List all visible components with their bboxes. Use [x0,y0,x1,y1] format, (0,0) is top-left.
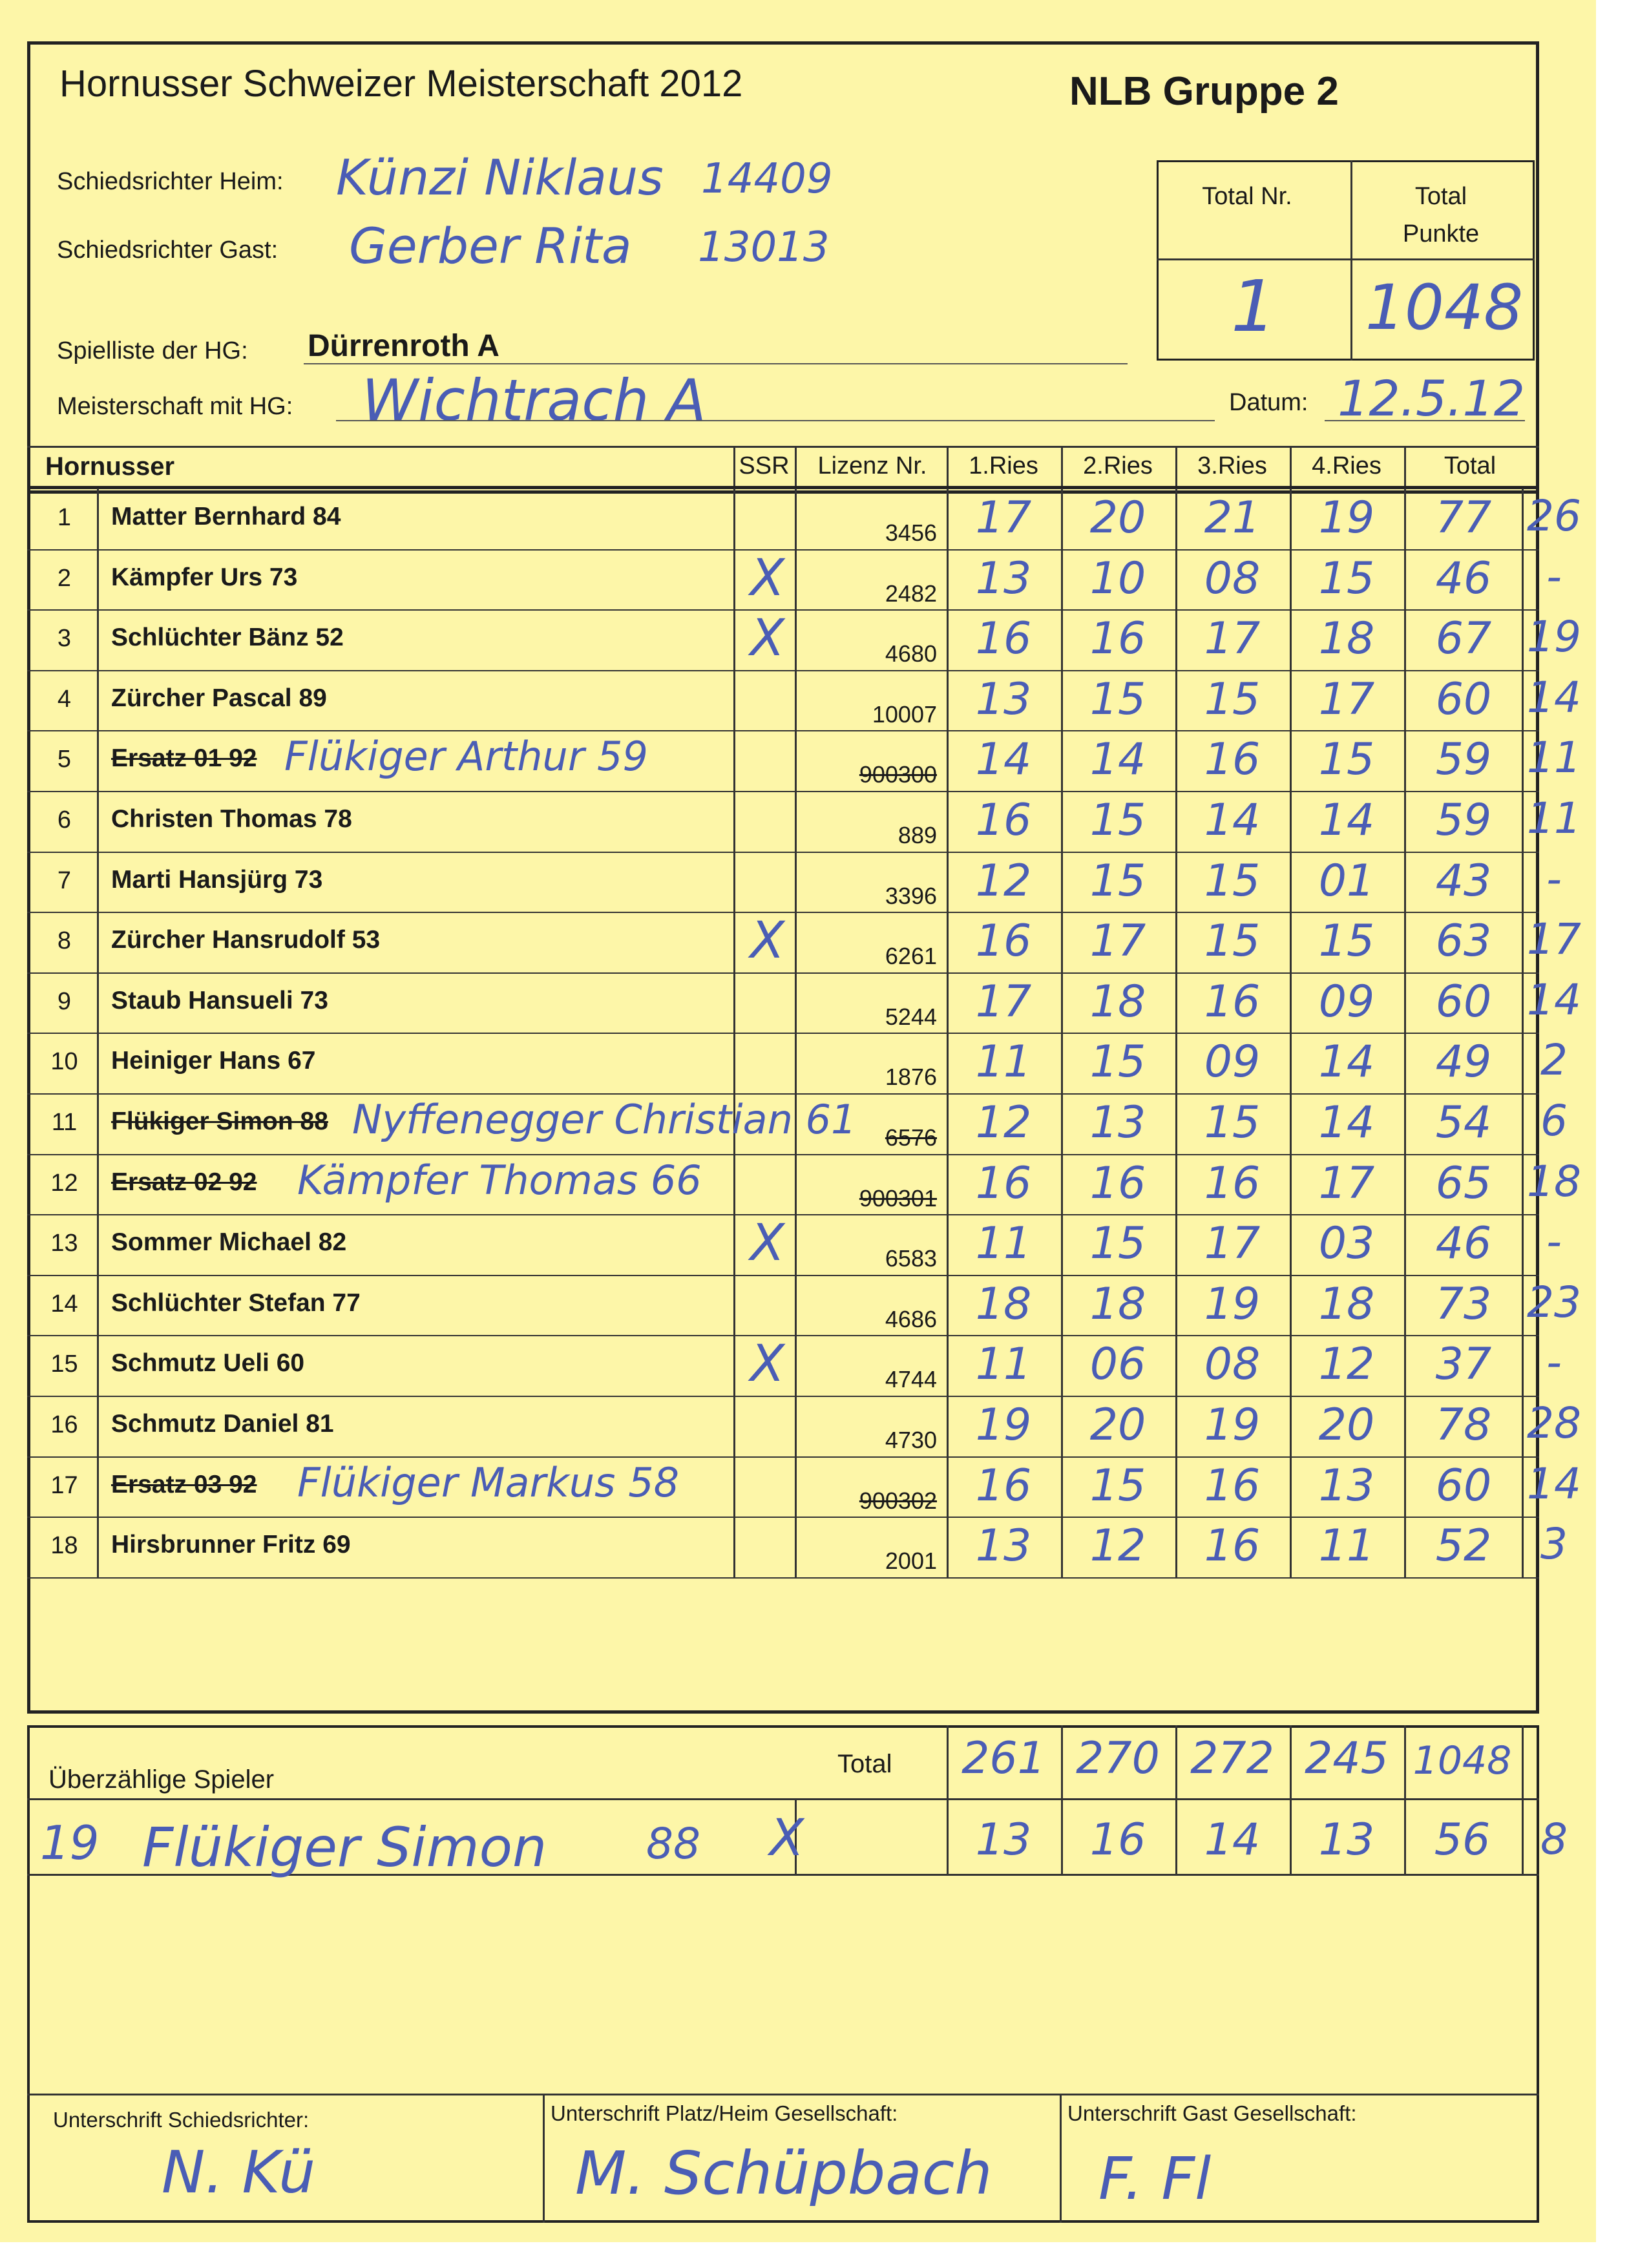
player-name: Marti Hansjürg 73 [111,866,323,894]
column-divider [1522,488,1524,1577]
row-total-score: 67 [1435,613,1492,664]
row-total-score: 60 [1435,976,1492,1027]
row-divider [27,1396,1539,1397]
row-total-score: 60 [1435,1460,1492,1511]
col-header-hornusser: Hornusser [45,452,175,481]
license-number: 2001 [885,1548,937,1574]
ries3-score: 08 [1204,1339,1261,1390]
ries1-score: 16 [975,916,1032,967]
row-total-score: 52 [1435,1520,1492,1571]
player-name: Ersatz 03 92 [111,1471,257,1498]
license-number: 10007 [872,701,937,728]
license-number: 889 [898,822,937,848]
player-name: Schlüchter Bänz 52 [111,624,344,651]
row-number: 3 [57,625,72,652]
col-header-ries1: 1.Ries [969,452,1038,479]
ries2-score: 16 [1089,1158,1146,1209]
row-divider [27,972,1539,974]
ries4-score: 18 [1318,613,1375,664]
player-name: Ersatz 01 92 [111,744,257,772]
license-number: 3456 [885,520,937,546]
group-title: NLB Gruppe 2 [1069,69,1339,114]
referee-guest-number: 13013 [698,224,830,271]
ries2-score: 20 [1089,1400,1146,1451]
margin-note: 28 [1527,1398,1581,1448]
ries3-score: 19 [1204,1400,1261,1451]
row-divider [27,670,1539,671]
license-number: 6583 [885,1245,937,1272]
replacement-player-name: Nyffenegger Christian 61 [352,1096,857,1143]
ries4-score: 19 [1318,492,1375,543]
row-total-score: 77 [1435,492,1492,543]
ries4-score: 15 [1318,553,1375,604]
ries4-score: 20 [1318,1400,1375,1451]
license-number: 6261 [885,943,937,969]
ries1-score: 11 [975,1339,1032,1390]
row-number: 7 [57,867,72,894]
ries3-score: 21 [1204,492,1261,543]
player-name: Kämpfer Urs 73 [111,563,298,591]
license-number: 1876 [885,1064,937,1090]
row-number: 13 [50,1230,78,1257]
replacement-player-name: Flükiger Markus 58 [297,1459,680,1506]
ries2-score: 18 [1089,976,1146,1027]
row-number: 4 [57,686,72,713]
match-label: Meisterschaft mit HG: [57,393,293,420]
ries3-score: 16 [1204,1460,1261,1511]
column-divider [733,488,735,1577]
license-number: 4744 [885,1366,937,1392]
ries2-score: 17 [1089,916,1146,967]
ries2-score: 15 [1089,1218,1146,1269]
extra-player-ssr: X [769,1809,804,1867]
row-divider [27,1517,1539,1518]
signature-guest-label: Unterschrift Gast Gesellschaft: [1067,2101,1357,2125]
ries4-score: 14 [1318,1036,1375,1087]
license-number: 900302 [859,1487,937,1514]
sheet-title: Hornusser Schweizer Meisterschaft 2012 [59,63,743,105]
margin-note: 19 [1527,612,1581,662]
ssr-mark: X [750,549,785,607]
total-sum: 1048 [1413,1738,1512,1783]
ries2-score: 14 [1089,734,1146,785]
extra-player-ries3: 14 [1204,1814,1261,1865]
row-total-score: 59 [1435,795,1492,846]
playlist-team: Dürrenroth A [308,329,499,363]
total-punkte-value: 1048 [1365,271,1524,344]
referee-guest-name: Gerber Rita [349,217,632,275]
ries2-score: 06 [1089,1339,1146,1390]
ries3-score: 16 [1204,1520,1261,1571]
total-nr-value: 1 [1231,265,1276,348]
margin-note: 11 [1527,793,1581,843]
col-header-ries4: 4.Ries [1312,452,1381,479]
total-ries4: 245 [1305,1733,1389,1784]
ries4-score: 11 [1318,1520,1375,1571]
margin-note: 14 [1527,1459,1581,1509]
col-header-ries3: 3.Ries [1197,452,1267,479]
row-number: 15 [50,1350,78,1378]
margin-note: 23 [1527,1277,1581,1327]
col-header-ries2: 2.Ries [1083,452,1153,479]
referee-guest-label: Schiedsrichter Gast: [57,236,278,264]
signature-referee: N. Kü [162,2139,316,2207]
ries1-score: 19 [975,1400,1032,1451]
ries1-score: 18 [975,1279,1032,1330]
ries2-score: 13 [1089,1097,1146,1148]
margin-note: 17 [1527,914,1581,964]
replacement-player-name: Flükiger Arthur 59 [284,733,648,780]
ries1-score: 13 [975,553,1032,604]
ries1-score: 12 [975,856,1032,907]
row-number: 10 [50,1048,78,1075]
player-name: Christen Thomas 78 [111,805,352,833]
margin-note: 6 [1540,1096,1568,1146]
extra-players-label: Überzählige Spieler [48,1765,275,1794]
row-number: 1 [57,504,72,531]
referee-home-name: Künzi Niklaus [336,149,664,206]
extra-player-number: 19 [40,1816,100,1870]
ries1-score: 16 [975,795,1032,846]
license-number: 2482 [885,580,937,607]
license-number: 900301 [859,1185,937,1212]
row-number: 5 [57,746,72,773]
margin-note: - [1546,1338,1562,1387]
player-name: Schmutz Ueli 60 [111,1349,305,1377]
total-ries1: 261 [961,1733,1045,1784]
player-name: Matter Bernhard 84 [111,503,341,530]
ries1-score: 16 [975,613,1032,664]
player-name: Hirsbrunner Fritz 69 [111,1531,351,1559]
player-name: Schlüchter Stefan 77 [111,1289,361,1317]
extra-player-year: 88 [646,1819,700,1869]
ries3-score: 17 [1204,613,1261,664]
ries3-score: 19 [1204,1279,1261,1330]
ries2-score: 15 [1089,856,1146,907]
ries1-score: 11 [975,1036,1032,1087]
ries4-score: 17 [1318,674,1375,725]
signature-home: M. Schüpbach [575,2139,993,2208]
ries3-score: 16 [1204,976,1261,1027]
license-number: 900300 [859,761,937,788]
row-divider [27,1033,1539,1034]
ries4-score: 18 [1318,1279,1375,1330]
row-total-score: 63 [1435,916,1492,967]
ries3-score: 09 [1204,1036,1261,1087]
col-header-total: Total [1444,452,1497,479]
player-name: Ersatz 02 92 [111,1168,257,1196]
row-total-score: 78 [1435,1400,1492,1451]
row-number: 17 [50,1472,78,1499]
extra-player-ries2: 16 [1089,1814,1146,1865]
ries1-score: 13 [975,674,1032,725]
row-total-score: 65 [1435,1158,1492,1209]
margin-note: 18 [1527,1157,1581,1206]
signature-guest: F. Fl [1098,2145,1212,2213]
row-divider [27,1154,1539,1155]
signature-referee-label: Unterschrift Schiedsrichter: [53,2108,310,2132]
ries2-score: 10 [1089,553,1146,604]
referee-home-number: 14409 [701,155,833,203]
ries2-score: 15 [1089,1460,1146,1511]
row-total-score: 60 [1435,674,1492,725]
ries4-score: 17 [1318,1158,1375,1209]
ries1-score: 17 [975,492,1032,543]
col-header-lizenz: Lizenz Nr. [817,452,927,479]
margin-note: 26 [1527,491,1581,541]
ries4-score: 01 [1318,856,1375,907]
playlist-label: Spielliste der HG: [57,337,248,364]
ries1-score: 12 [975,1097,1032,1148]
ries3-score: 15 [1204,674,1261,725]
ries1-score: 16 [975,1460,1032,1511]
row-number: 18 [50,1532,78,1559]
margin-note: 11 [1527,733,1581,782]
ries4-score: 09 [1318,976,1375,1027]
extra-player-margin: 8 [1540,1814,1568,1864]
row-divider [27,1456,1539,1458]
ries3-score: 15 [1204,856,1261,907]
ries4-score: 15 [1318,734,1375,785]
ries2-score: 16 [1089,613,1146,664]
player-name: Flükiger Simon 88 [111,1108,328,1135]
date-label: Datum: [1229,389,1308,416]
row-number: 9 [57,988,72,1015]
player-name: Schmutz Daniel 81 [111,1410,334,1438]
margin-note: 3 [1540,1519,1568,1569]
margin-note: 14 [1527,673,1581,722]
replacement-player-name: Kämpfer Thomas 66 [297,1157,702,1204]
row-number: 6 [57,806,72,834]
row-divider [27,1577,1539,1579]
player-name: Zürcher Pascal 89 [111,684,327,712]
margin-note: - [1546,552,1562,602]
ries4-score: 14 [1318,795,1375,846]
extra-player-ries1: 13 [975,1814,1032,1865]
ries4-score: 14 [1318,1097,1375,1148]
row-number: 14 [50,1290,78,1318]
ries2-score: 20 [1089,492,1146,543]
row-total-score: 46 [1435,553,1492,604]
total-ries3: 272 [1190,1733,1274,1784]
total-nr-label: Total Nr. [1202,183,1292,210]
row-number: 2 [57,565,72,592]
row-divider [27,852,1539,853]
ries2-score: 18 [1089,1279,1146,1330]
ries2-score: 15 [1089,674,1146,725]
total-punkte-label: Total Punkte [1402,183,1480,247]
ries3-score: 17 [1204,1218,1261,1269]
row-divider [27,1093,1539,1095]
col-header-ssr: SSR [739,452,790,479]
row-total-score: 46 [1435,1218,1492,1269]
margin-note: - [1546,854,1562,904]
column-divider [795,488,797,1577]
ries3-score: 16 [1204,1158,1261,1209]
column-divider [97,488,99,1577]
row-total-score: 54 [1435,1097,1492,1148]
ries4-score: 13 [1318,1460,1375,1511]
ssr-mark: X [750,1214,785,1272]
license-number: 3396 [885,883,937,909]
margin-note: 2 [1540,1035,1568,1085]
row-divider [27,730,1539,731]
ries4-score: 03 [1318,1218,1375,1269]
extra-player-ries4: 13 [1318,1814,1375,1865]
ries1-score: 11 [975,1218,1032,1269]
ries3-score: 15 [1204,1097,1261,1148]
player-name: Staub Hansueli 73 [111,987,328,1014]
ries2-score: 12 [1089,1520,1146,1571]
ries3-score: 08 [1204,553,1261,604]
player-name: Sommer Michael 82 [111,1228,347,1256]
ries2-score: 15 [1089,1036,1146,1087]
date-value: 12.5.12 [1338,370,1526,427]
match-team: Wichtrach A [362,367,706,434]
ries4-score: 12 [1318,1339,1375,1390]
license-number: 4686 [885,1306,937,1332]
player-name: Zürcher Hansrudolf 53 [111,926,381,954]
referee-home-label: Schiedsrichter Heim: [57,168,284,195]
totals-label: Total [837,1750,892,1778]
ssr-mark: X [750,609,785,667]
row-number: 16 [50,1411,78,1438]
license-number: 4680 [885,640,937,667]
row-total-score: 49 [1435,1036,1492,1087]
margin-note: - [1546,1217,1562,1266]
ries4-score: 15 [1318,916,1375,967]
row-total-score: 43 [1435,856,1492,907]
row-number: 11 [51,1109,78,1136]
ries1-score: 16 [975,1158,1032,1209]
ries3-score: 14 [1204,795,1261,846]
column-divider [1404,488,1406,1577]
row-divider [27,791,1539,792]
license-number: 4730 [885,1427,937,1453]
signature-home-label: Unterschrift Platz/Heim Gesellschaft: [551,2101,898,2125]
row-total-score: 59 [1435,734,1492,785]
license-number: 5244 [885,1003,937,1030]
player-name: Heiniger Hans 67 [111,1047,316,1075]
margin-note: 14 [1527,975,1581,1025]
license-number: 6576 [885,1124,937,1151]
ries1-score: 14 [975,734,1032,785]
row-divider [27,1275,1539,1276]
row-total-score: 37 [1435,1339,1492,1390]
total-ries2: 270 [1076,1733,1160,1784]
extra-player-total: 56 [1434,1814,1491,1865]
row-number: 12 [50,1170,78,1197]
ries3-score: 16 [1204,734,1261,785]
ries3-score: 15 [1204,916,1261,967]
row-number: 8 [57,927,72,954]
extra-player-name: Flükiger Simon [142,1816,547,1879]
ssr-mark: X [750,912,785,970]
ssr-mark: X [750,1335,785,1393]
ries1-score: 13 [975,1520,1032,1571]
ries1-score: 17 [975,976,1032,1027]
ries2-score: 15 [1089,795,1146,846]
row-total-score: 73 [1435,1279,1492,1330]
